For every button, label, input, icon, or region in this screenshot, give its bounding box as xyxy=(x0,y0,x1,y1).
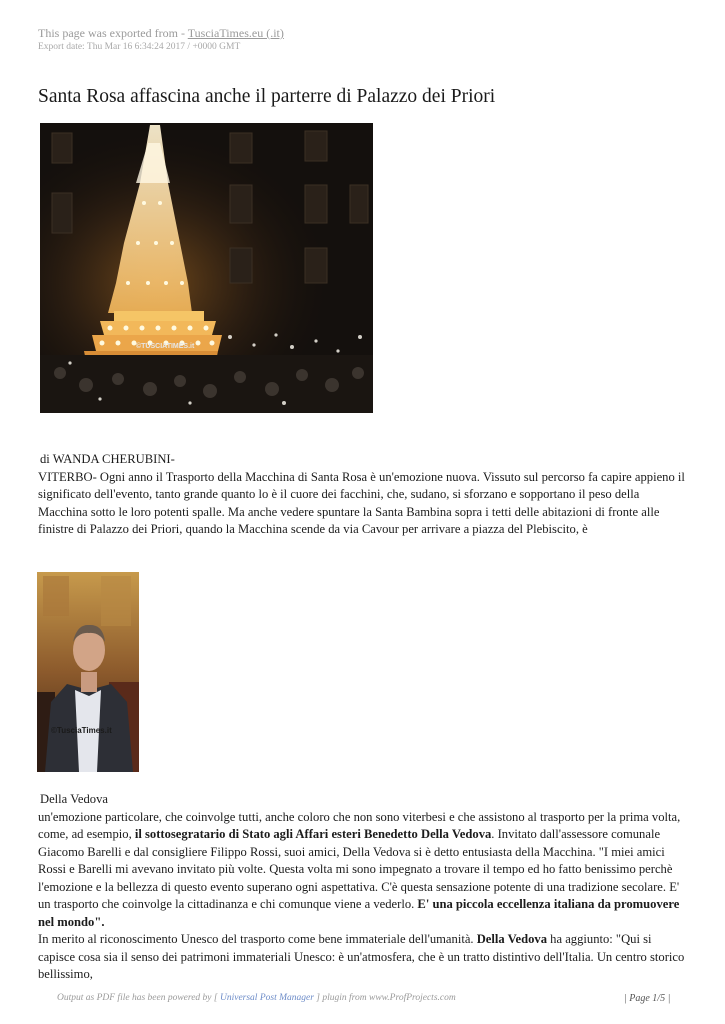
photo2-watermark: ©TusciaTimes.it xyxy=(51,726,112,735)
footer-powered-prefix: Output as PDF file has been powered by [ xyxy=(57,993,220,1003)
paragraph-2-bold-a: il sottosegratario di Stato agli Affari esteri Benedetto Della Vedova xyxy=(134,827,492,841)
paragraph-3-text-a: In merito al riconoscimento Unesco del trasporto come bene immateriale dell'umanità. xyxy=(38,932,477,946)
export-prefix: This page was exported from - xyxy=(38,26,188,40)
byline: di WANDA CHERUBINI- xyxy=(40,452,175,466)
paragraph-3 xyxy=(38,931,686,984)
macchina-santa-rosa-photo xyxy=(40,123,373,413)
site-link[interactable]: TusciaTimes.eu (.it) xyxy=(187,26,284,40)
article-title: Santa Rosa affascina anche il parterre di Palazzo dei Priori xyxy=(38,86,496,107)
article-body xyxy=(38,791,686,984)
paragraph-3-bold: Della Vedova xyxy=(476,932,548,946)
photo-caption: Della Vedova xyxy=(40,792,108,806)
universal-post-manager-link[interactable]: Universal Post Manager xyxy=(219,993,314,1003)
della-vedova-photo xyxy=(37,572,139,772)
paragraph-2-text-b: . Invitato dall'assessore comunale Giacomo Barelli e dal consigliere Filippo Rossi, suoi amici, Della Vedova si è detto entusiasta della Macchina. "I miei amici Rossi e Barelli mi avevano invitato più volte. Questa volta mi sono impegnato a trovare il tempo ed ho fatto benissimo perchè l'emozione e la bellezza di questo evento superano ogni aspettativa. C'è questa sensazione potente di una tradizione secolare. E' un trasporto che coinvolge la cittadinanza e chi comunque viene a vederlo. xyxy=(38,827,680,911)
export-source-line xyxy=(38,26,284,41)
footer-powered-by xyxy=(57,993,456,1003)
footer-powered-suffix: ] plugin from www.ProfProjects.com xyxy=(313,993,456,1003)
paragraph-2-bold-b: E' una piccola eccellenza italiana da promuovere nel mondo". xyxy=(38,897,680,929)
page-number: | Page 1/5 | xyxy=(624,993,671,1004)
export-header xyxy=(38,26,284,52)
paragraph-2 xyxy=(38,809,686,932)
paragraph-1: VITERBO- Ogni anno il Trasporto della Macchina di Santa Rosa è un'emozione nuova. Vissuto sul percorso fa capire appieno il significato dell'evento, tanto grande quanto lo è il cuore dei facchini, che, sudano, si sforzano e sopportano il peso della Macchina sotto le loro potenti spalle. Ma anche vedere spuntare la Santa Bambina sopra i tetti delle abitazioni di fronte alle finistre di Palazzo dei Priori, quando la Macchina scende da via Cavour per arrivare a piazza del Plebiscito, è xyxy=(38,469,685,536)
paragraph-2-text-a: un'emozione particolare, che coinvolge tutti, anche coloro che non sono viterbesi e che assistono al trasporto per la prima volta, come, ad esempio, xyxy=(38,809,681,841)
photo1-watermark: ©TUSCIATIMES.it xyxy=(136,343,195,350)
export-date: Export date: Thu Mar 16 6:34:24 2017 / +0000 GMT xyxy=(38,42,241,52)
paragraph-3-text-b: ha aggiunto: "Qui si capisce cosa sia il senso dei patrimoni immateriali Unesco: è un'atmosfera, che è un tratto distintivo dell'Italia. Un centro storico bellissimo, xyxy=(38,932,685,981)
article-intro xyxy=(38,451,686,539)
